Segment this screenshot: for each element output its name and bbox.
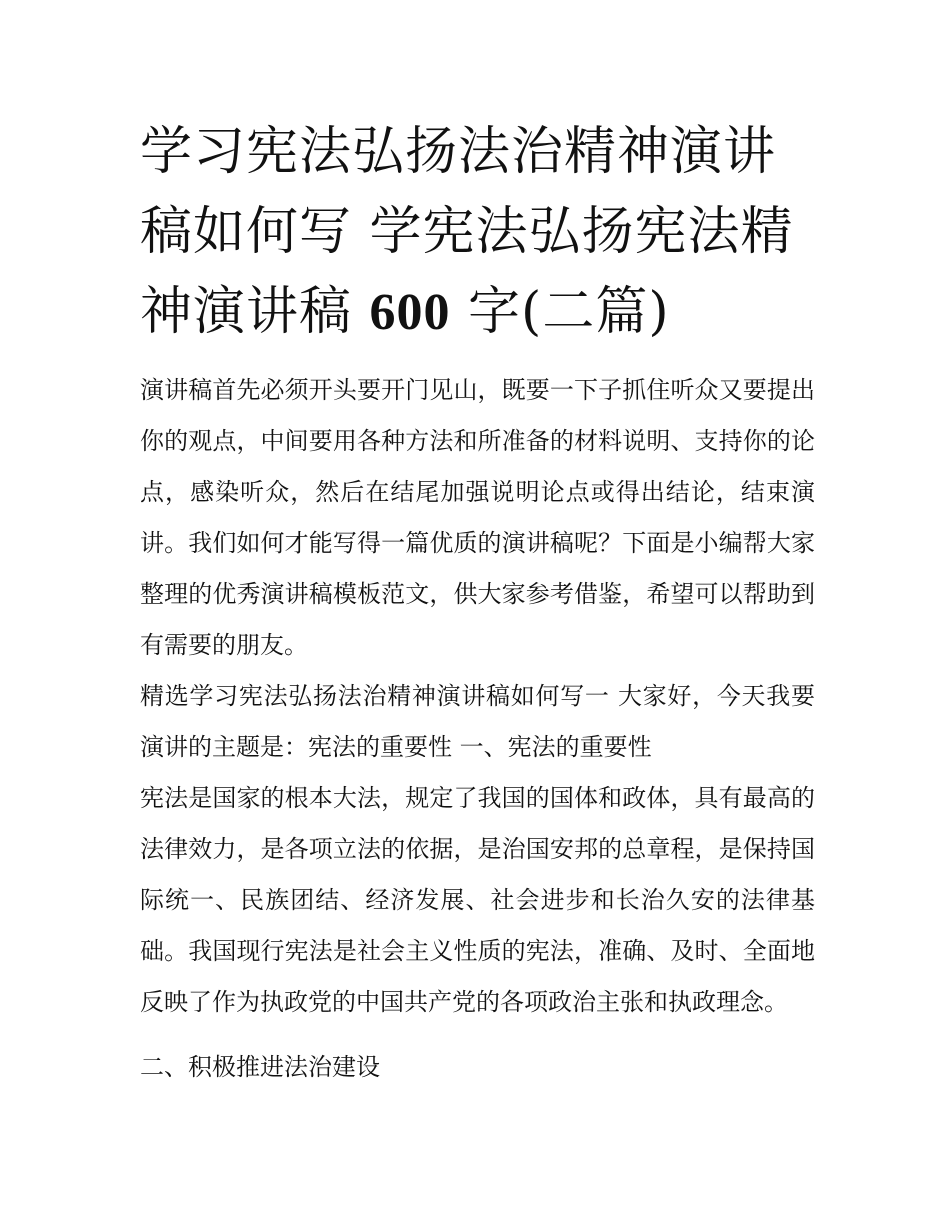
- title-number: 600: [369, 284, 451, 341]
- document-title: [140, 112, 815, 353]
- section-heading: 二、积极推进法治建设: [140, 1053, 380, 1081]
- section-intro-paragraph: 精选学习宪法弘扬法治精神演讲稿如何写一 大家好，今天我要演讲的主题是：宪法的重要性 一、宪法的重要性: [140, 682, 815, 761]
- intro-paragraph: 演讲稿首先必须开头要开门见山，既要一下子抓住听众又要提出你的观点，中间要用各种方法和所准备的材料说明、支持你的论点，感染听众，然后在结尾加强说明论点或得出结论，结束演讲。我们如何才能写得一篇优质的演讲稿呢？下面是小编帮大家整理的优秀演讲稿模板范文，供大家参考借鉴，希望可以帮助到有需要的朋友。: [140, 376, 815, 659]
- title-text-part1: 学习宪法弘扬法治精神演讲稿如何写 学宪法弘扬宪法精神演讲稿: [140, 122, 794, 342]
- document-body: [140, 365, 815, 1093]
- document-page: [140, 112, 815, 1093]
- title-text-part2: 字(二篇): [450, 282, 670, 342]
- constitution-paragraph: 宪法是国家的根本大法，规定了我国的国体和政体，具有最高的法律效力，是各项立法的依据，是治国安邦的总章程，是保持国际统一、民族团结、经济发展、社会进步和长治久安的法律基础。我国现行宪法是社会主义性质的宪法，准确、及时、全面地反映了作为执政党的中国共产党的各项政治主张和执政理念。: [140, 784, 815, 1016]
